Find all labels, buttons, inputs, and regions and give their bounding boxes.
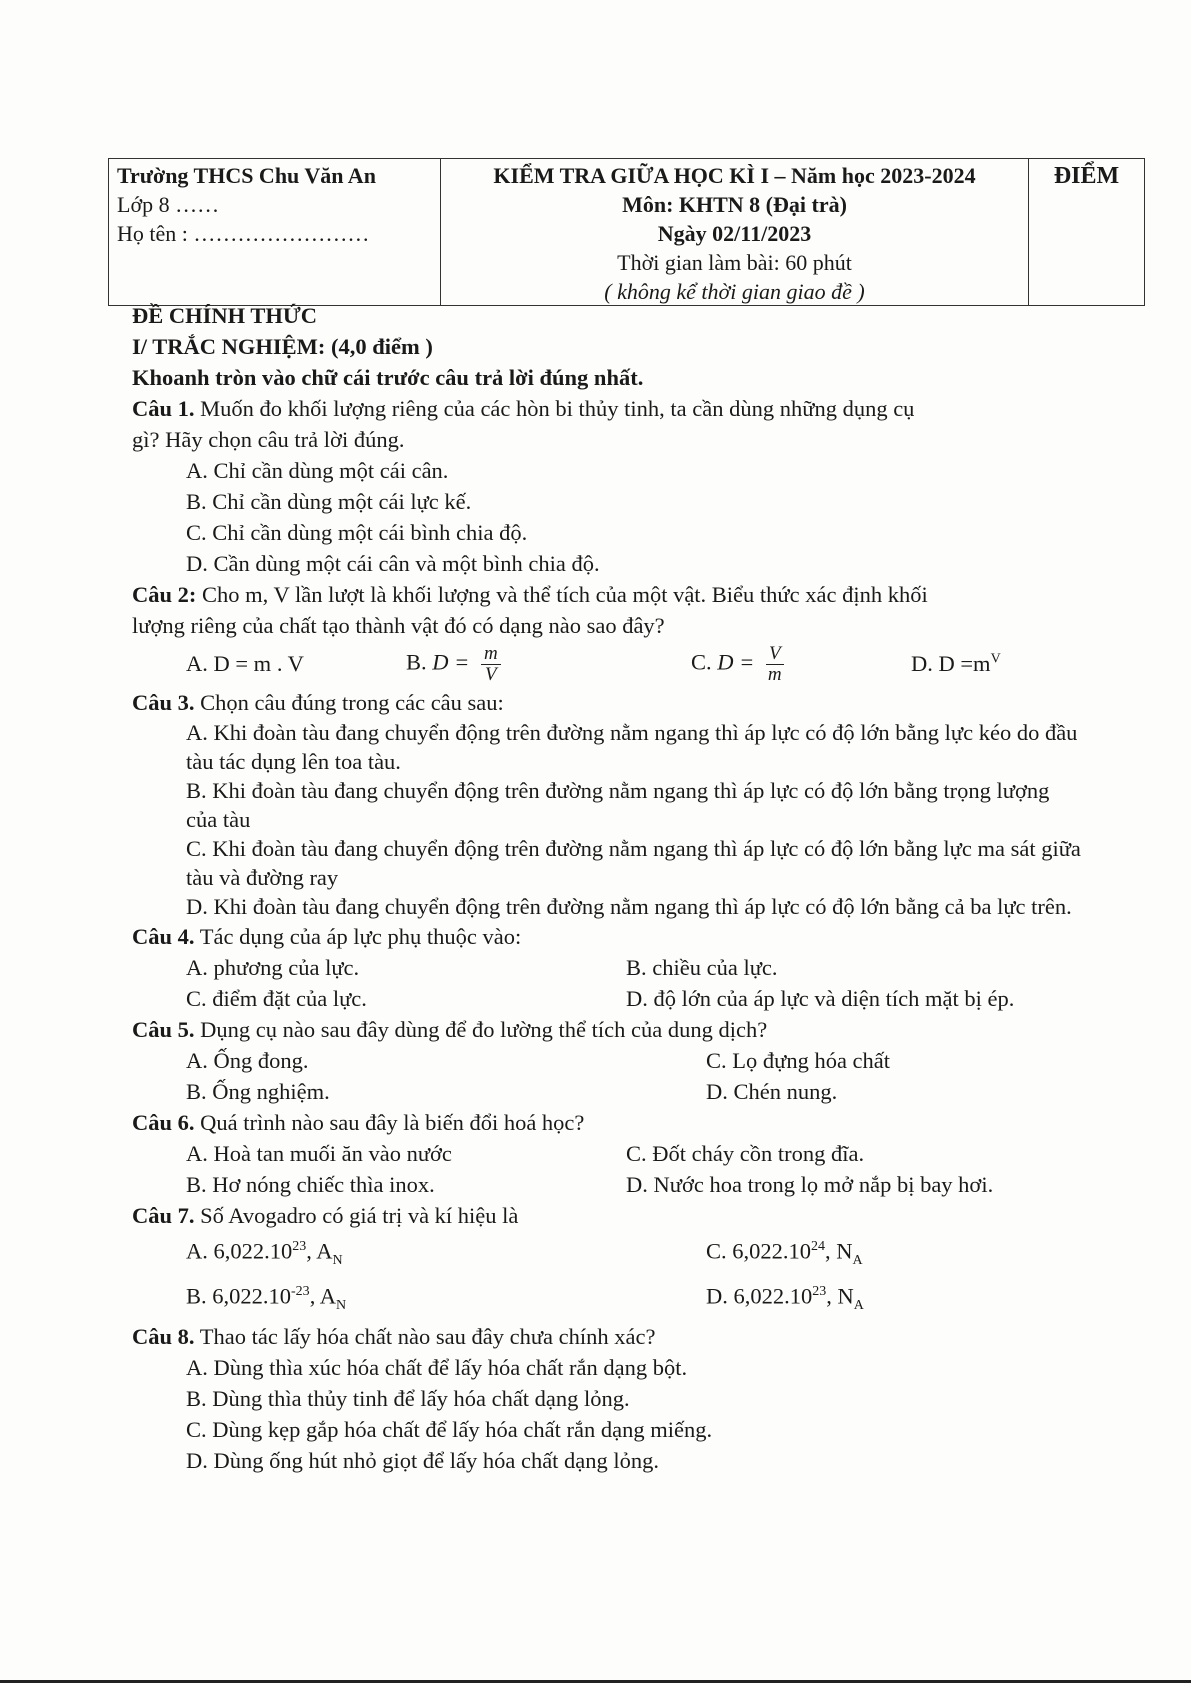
option-a[interactable]: A. Khi đoàn tàu đang chuyển động trên đường nằm ngang thì áp lực có độ lớn bằng lực kéo do đầu tàu tác dụng lên toa tàu.: [186, 720, 1078, 774]
question-1: [132, 393, 1112, 579]
option-b[interactable]: B. Dùng thìa thủy tinh để lấy hóa chất dạng lỏng.: [186, 1386, 630, 1411]
option-b[interactable]: B. Chỉ cần dùng một cái lực kế.: [186, 489, 472, 514]
option-b[interactable]: [186, 1276, 706, 1321]
subscript: N: [332, 1253, 343, 1268]
option-d[interactable]: D. độ lớn của áp lực và diện tích mặt bị ép.: [626, 986, 1015, 1011]
question-number: Câu 5.: [132, 1017, 195, 1042]
question-number: Câu 4.: [132, 924, 195, 949]
question-text: Quá trình nào sau đây là biến đổi hoá học?: [194, 1110, 585, 1135]
question-text: Thao tác lấy hóa chất nào sau đây chưa chính xác?: [194, 1324, 656, 1349]
question-text: Dụng cụ nào sau đây dùng để đo lường thể tích của dung dịch?: [194, 1017, 768, 1042]
option-label: D. D =m: [911, 651, 991, 676]
question-number: Câu 6.: [132, 1110, 195, 1135]
denominator: m: [767, 663, 782, 685]
question-8: [132, 1321, 1112, 1476]
question-3: [132, 687, 1112, 921]
option-c[interactable]: C. Dùng kẹp gắp hóa chất để lấy hóa chất rắn dạng miếng.: [186, 1417, 713, 1442]
option-a[interactable]: A. Hoà tan muối ăn vào nước: [186, 1141, 452, 1166]
option-label: C.: [691, 649, 712, 675]
instruction: Khoanh tròn vào chữ cái trước câu trả lời đúng nhất.: [132, 365, 644, 390]
score-cell: [1029, 159, 1144, 306]
option-a[interactable]: A. phương của lực.: [186, 955, 360, 980]
option-a[interactable]: A. Ống đong.: [186, 1048, 309, 1073]
option-b[interactable]: B. chiều của lực.: [626, 955, 778, 980]
option-symbol: , A: [309, 1283, 336, 1309]
option-a[interactable]: [186, 1231, 706, 1276]
subscript: A: [853, 1298, 864, 1313]
exponent: 23: [292, 1239, 307, 1254]
exponent: -23: [291, 1284, 310, 1299]
exam-info-cell: [441, 159, 1029, 306]
question-number: Câu 7.: [132, 1203, 195, 1228]
numerator: V: [766, 644, 784, 665]
option-c[interactable]: [706, 1231, 863, 1276]
question-number: Câu 1.: [132, 396, 195, 421]
option-text: A. 6,022.10: [186, 1238, 293, 1264]
class-line: Lớp 8 ……: [117, 192, 220, 217]
subscript: A: [852, 1253, 863, 1268]
question-text: Chọn câu đúng trong các câu sau:: [194, 690, 504, 715]
question-5: [132, 1014, 1112, 1107]
question-6: [132, 1107, 1112, 1200]
option-a[interactable]: A. D = m . V: [186, 651, 304, 676]
denominator: V: [485, 663, 497, 685]
option-text: B. 6,022.10: [186, 1283, 292, 1309]
question-2: [132, 579, 1112, 687]
exam-subject: Môn: KHTN 8 (Đại trà): [622, 192, 847, 217]
option-b[interactable]: B. Ống nghiệm.: [186, 1079, 330, 1104]
option-d[interactable]: D. Cần dùng một cái cân và một bình chia độ.: [186, 551, 600, 576]
option-a[interactable]: A. Chỉ cần dùng một cái cân.: [186, 458, 449, 483]
fraction: [766, 644, 784, 685]
option-text: D. 6,022.10: [706, 1283, 813, 1309]
exam-date: Ngày 02/11/2023: [657, 221, 812, 246]
official-label: ĐỀ CHÍNH THỨC: [132, 303, 318, 328]
option-a[interactable]: A. Dùng thìa xúc hóa chất để lấy hóa chất rắn dạng bột.: [186, 1355, 688, 1380]
student-info-cell: [109, 159, 441, 306]
option-c[interactable]: C. Chỉ cần dùng một cái bình chia độ.: [186, 520, 528, 545]
exam-title: KIỂM TRA GIỮA HỌC KÌ I – Năm học 2023-2024: [493, 163, 976, 188]
question-text-cont: gì? Hãy chọn câu trả lời đúng.: [132, 427, 405, 452]
option-d[interactable]: D. Khi đoàn tàu đang chuyển động trên đường nằm ngang thì áp lực có độ lớn bằng cả ba lực trên.: [186, 894, 1072, 919]
option-label: B.: [406, 649, 427, 675]
name-line: Họ tên : ……………………: [117, 221, 370, 246]
formula-options: [132, 641, 1112, 687]
fraction: [481, 644, 501, 685]
exponent: 24: [811, 1239, 826, 1254]
section-title: I/ TRẮC NGHIỆM: (4,0 điểm ): [132, 334, 433, 359]
school-name: Trường THCS Chu Văn An: [117, 163, 376, 188]
option-c[interactable]: C. điểm đặt của lực.: [186, 986, 367, 1011]
formula-lhs: D =: [717, 649, 755, 675]
option-text: C. 6,022.10: [706, 1238, 812, 1264]
option-d[interactable]: D. Chén nung.: [706, 1079, 838, 1104]
exam-header-table: [108, 158, 1145, 306]
option-b[interactable]: B. Hơ nóng chiếc thìa inox.: [186, 1172, 435, 1197]
question-4: [132, 921, 1112, 1014]
subscript: N: [335, 1298, 347, 1313]
question-text: Tác dụng của áp lực phụ thuộc vào:: [194, 924, 522, 949]
question-text-cont: lượng riêng của chất tạo thành vật đó có dạng nào sao đây?: [132, 613, 665, 638]
option-b[interactable]: B. Khi đoàn tàu đang chuyển động trên đường nằm ngang thì áp lực có độ lớn bằng trọng lượng của tàu: [186, 778, 1050, 832]
option-symbol: , A: [306, 1238, 333, 1264]
question-number: Câu 2:: [132, 582, 197, 607]
question-number: Câu 8.: [132, 1324, 195, 1349]
option-d[interactable]: D. Dùng ống hút nhỏ giọt để lấy hóa chất dạng lỏng.: [186, 1448, 660, 1473]
option-d[interactable]: [911, 651, 1001, 677]
option-b[interactable]: [406, 644, 621, 685]
option-c[interactable]: C. Đốt cháy cồn trong đĩa.: [626, 1141, 865, 1166]
option-symbol: , N: [825, 1238, 853, 1264]
exponent: 23: [812, 1284, 827, 1299]
score-label: ĐIỂM: [1053, 163, 1120, 189]
question-text: Cho m, V lần lượt là khối lượng và thể tích của một vật. Biểu thức xác định khối: [196, 582, 928, 607]
option-d[interactable]: D. Nước hoa trong lọ mở nắp bị bay hơi.: [626, 1172, 994, 1197]
exam-duration: Thời gian làm bài: 60 phút: [617, 250, 852, 275]
question-number: Câu 3.: [132, 690, 195, 715]
question-7: [132, 1200, 1112, 1321]
option-d[interactable]: [706, 1276, 864, 1321]
formula-lhs: D =: [432, 649, 470, 675]
option-symbol: , N: [826, 1283, 854, 1309]
option-c[interactable]: C. Lọ đựng hóa chất: [706, 1048, 891, 1073]
exam-content: [132, 300, 1112, 1476]
exam-duration-note: ( không kể thời gian giao đề ): [604, 279, 865, 304]
question-text: Muốn đo khối lượng riêng của các hòn bi thủy tinh, ta cần dùng những dụng cụ: [194, 396, 915, 421]
exponent: V: [990, 651, 1001, 667]
option-c[interactable]: C. Khi đoàn tàu đang chuyển động trên đường nằm ngang thì áp lực có độ lớn bằng lực ma sát giữa tàu và đường ray: [186, 836, 1081, 890]
numerator: m: [481, 644, 501, 665]
question-text: Số Avogadro có giá trị và kí hiệu là: [194, 1203, 519, 1228]
option-c[interactable]: [691, 644, 841, 685]
